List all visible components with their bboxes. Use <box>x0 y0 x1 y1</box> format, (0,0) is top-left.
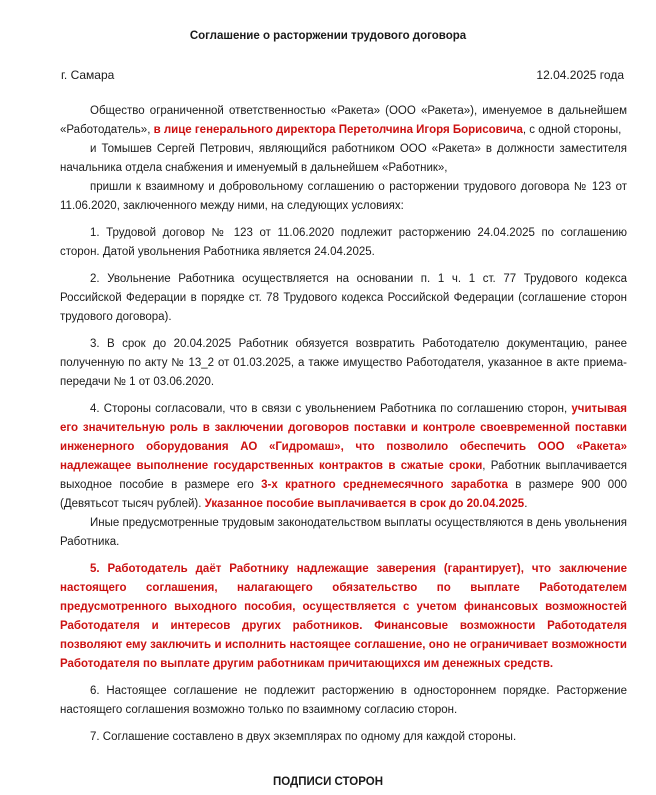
clause-4-text-c: в размере 900 000 (Девятьсот тысяч рублей). <box>60 479 627 510</box>
intro-employee: и Томышев Сергей Петрович, являющийся работником ООО «Ракета» в должности заместителя начальника отдела снабжения и именуемый в дальнейшем «Работник», <box>60 143 627 174</box>
clause-1: 1. Трудовой договор № 123 от 11.06.2020 подлежит расторжению 24.04.2025 по соглашению сторон. Датой увольнения Работника является 24.04.2025. <box>60 227 627 258</box>
clause-6: 6. Настоящее соглашение не подлежит расторжению в одностороннем порядке. Расторжение настоящего соглашения возможно только по взаимному согласию сторон. <box>60 685 627 716</box>
intro-employer <box>60 102 627 140</box>
city: г. Самара <box>61 68 115 82</box>
clause-4-text-b: , Работник выплачивается выходное пособие в размере его <box>60 460 628 491</box>
clause-5: 5. Работодатель даёт Работнику надлежащие заверения (гарантирует), что заключение настоящего соглашения, налагающего обязательство по выплате Работодателем предусмотренного выходного пособия, осуществляется с учетом финансовых возможностей Работодателя и интересов других работников. Финансовые возможности Работодателя позволяют ему заключить и исполнить настоящее соглашение, оно не ограничивает возможности Работодателя по выплате другим работникам причитающихся им денежных средств. <box>60 563 627 670</box>
document-date: 12.04.2025 года <box>536 68 624 82</box>
clause-2: 2. Увольнение Работника осуществляется на основании п. 1 ч. 1 ст. 77 Трудового кодекса Российской Федерации в порядке ст. 78 Трудового кодекса Российской Федерации (соглашение сторон трудового договора). <box>60 273 627 323</box>
clause-4-highlight-merit: учитывая его значительную роль в заключении договоров поставки и контроле своевременной поставки инженерного оборудования АО «Гидромаш», что позволило обеспечить ООО «Ракета» надлежащее выполнение государственных контрактов в сжатые сроки <box>60 403 627 472</box>
intro-agreement: пришли к взаимному и добровольному соглашению о расторжении трудового договора № 123 от 11.06.2020, заключенного между ними, на следующих условиях: <box>60 181 627 212</box>
document-body <box>60 102 627 747</box>
intro-director-highlight: в лице генерального директора Перетолчина Игоря Борисовича <box>153 124 523 136</box>
clause-4-highlight-amount: 3-х кратного среднемесячного заработка <box>261 479 508 491</box>
intro-employer-tail: , с одной стороны, <box>522 124 622 136</box>
document-title: Соглашение о расторжении трудового договора <box>189 30 467 42</box>
signatures-heading: ПОДПИСИ СТОРОН <box>272 776 384 788</box>
clause-3: 3. В срок до 20.04.2025 Работник обязуется возвратить Работодателю документацию, ранее полученную по акту № 13_2 от 01.03.2025, а также имущество Работодателя, указанное в акте приема-передачи № 1 от 03.06.2020. <box>60 338 627 388</box>
clause-4-text-d: . <box>524 498 528 510</box>
intro-employer-text: Общество ограниченной ответственностью «Ракета» (ООО «Ракета»), именуемое в дальнейшем «Работодатель», <box>60 105 627 136</box>
clause-4 <box>60 400 627 514</box>
clause-4-highlight-deadline: Указанное пособие выплачивается в срок до 20.04.2025 <box>204 498 525 510</box>
clause-4-text: 4. Стороны согласовали, что в связи с увольнением Работника по соглашению сторон, <box>90 403 572 415</box>
clause-4-other-payments: Иные предусмотренные трудовым законодательством выплаты осуществляются в день увольнения Работника. <box>60 517 627 548</box>
clause-7: 7. Соглашение составлено в двух экземплярах по одному для каждой стороны. <box>90 731 517 743</box>
